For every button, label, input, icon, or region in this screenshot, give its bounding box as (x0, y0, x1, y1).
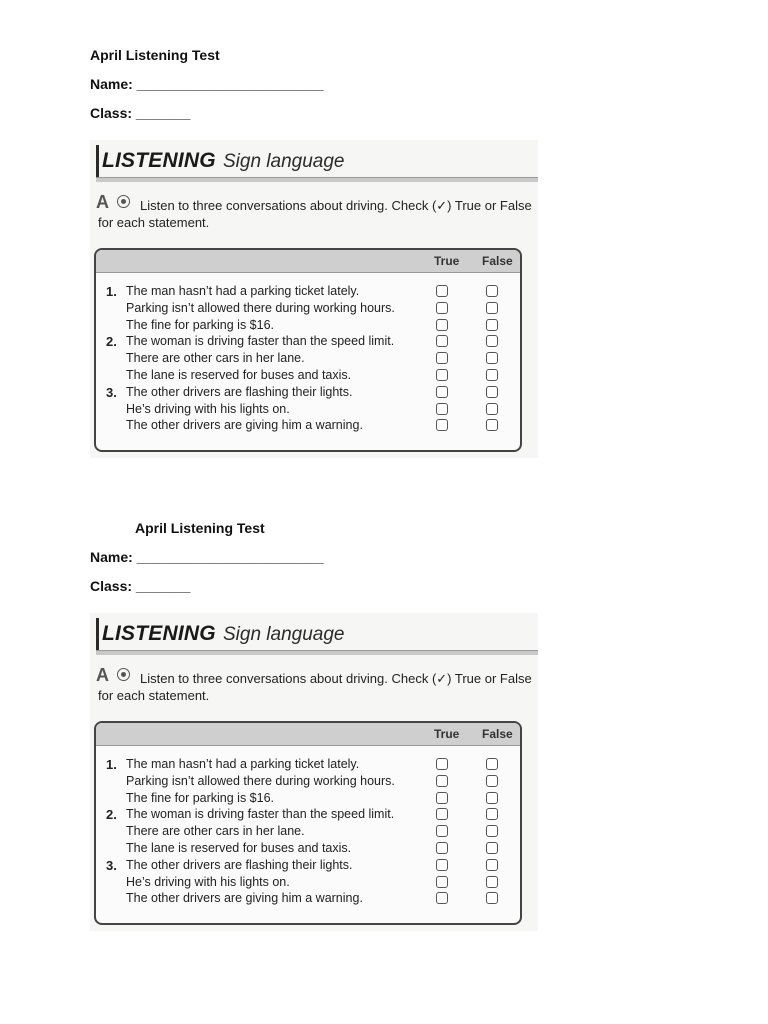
heading-rule (96, 177, 538, 182)
statement-row (96, 385, 520, 402)
true-checkbox[interactable] (436, 758, 448, 770)
test-title: April Listening Test (135, 520, 265, 536)
statement-text: The man hasn’t had a parking ticket lately. (126, 757, 360, 771)
heading-listening: LISTENING (102, 622, 216, 645)
true-checkbox[interactable] (436, 892, 448, 904)
true-false-table (94, 248, 522, 452)
column-false: False (482, 727, 513, 741)
statement-text: The other drivers are giving him a warning. (126, 418, 363, 433)
worksheet-scan (90, 140, 538, 458)
statement-text: Parking isn’t allowed there during working hours. (126, 773, 395, 788)
false-checkbox[interactable] (486, 285, 498, 297)
statement-row (96, 301, 520, 318)
worksheet-scan (90, 613, 538, 931)
true-checkbox[interactable] (436, 808, 448, 820)
statement-row (96, 791, 520, 808)
true-checkbox[interactable] (436, 859, 448, 871)
false-checkbox[interactable] (486, 419, 498, 431)
statement-text: The man hasn’t had a parking ticket lately. (126, 284, 360, 298)
statement-number: 1. (106, 757, 117, 772)
instructions (98, 670, 538, 704)
statement-row (96, 824, 520, 841)
false-checkbox[interactable] (486, 386, 498, 398)
table-header (96, 723, 520, 746)
true-checkbox[interactable] (436, 842, 448, 854)
statement-row (96, 858, 520, 875)
false-checkbox[interactable] (486, 403, 498, 415)
statement-row (96, 284, 520, 301)
instruction-line-1: Listen to three conversations about driving. Check (✓) True or False (140, 198, 532, 213)
false-checkbox[interactable] (486, 808, 498, 820)
true-checkbox[interactable] (436, 302, 448, 314)
statement-row (96, 334, 520, 351)
statement-row (96, 368, 520, 385)
statement-text: He’s driving with his lights on. (126, 874, 290, 889)
heading-sign-language: Sign language (223, 624, 345, 645)
name-line: Name: ________________________ (90, 549, 324, 565)
statement-text: The fine for parking is $16. (126, 317, 274, 332)
true-checkbox[interactable] (436, 876, 448, 888)
heading-listening: LISTENING (102, 149, 216, 172)
class-line: Class: _______ (90, 578, 191, 594)
instructions (98, 197, 538, 231)
statement-text: The other drivers are flashing their lights. (126, 384, 353, 399)
false-checkbox[interactable] (486, 319, 498, 331)
statement-text: The woman is driving faster than the speed limit. (126, 807, 395, 822)
true-checkbox[interactable] (436, 319, 448, 331)
false-checkbox[interactable] (486, 302, 498, 314)
statement-text: Parking isn’t allowed there during working hours. (126, 300, 395, 315)
statement-row (96, 891, 520, 908)
true-checkbox[interactable] (436, 335, 448, 347)
true-checkbox[interactable] (436, 369, 448, 381)
instruction-line-2: for each statement. (98, 688, 210, 703)
false-checkbox[interactable] (486, 352, 498, 364)
statement-text: The other drivers are flashing their lights. (126, 857, 353, 872)
statement-text: The other drivers are giving him a warning. (126, 891, 363, 906)
statement-number: 2. (106, 807, 117, 823)
section-letter: A (96, 192, 109, 212)
statement-number: 1. (106, 284, 117, 299)
statement-number: 3. (106, 384, 117, 400)
false-checkbox[interactable] (486, 775, 498, 787)
instruction-line-2: for each statement. (98, 215, 210, 230)
section-heading (96, 618, 539, 650)
statement-text: He’s driving with his lights on. (126, 401, 290, 416)
statement-text: There are other cars in her lane. (126, 351, 305, 366)
statement-row (96, 875, 520, 892)
heading-sign-language: Sign language (223, 151, 345, 172)
true-checkbox[interactable] (436, 386, 448, 398)
test-title: April Listening Test (90, 47, 220, 63)
table-header (96, 250, 520, 273)
false-checkbox[interactable] (486, 369, 498, 381)
true-checkbox[interactable] (436, 403, 448, 415)
statement-row (96, 418, 520, 435)
section-heading (96, 145, 539, 177)
true-checkbox[interactable] (436, 285, 448, 297)
false-checkbox[interactable] (486, 825, 498, 837)
false-checkbox[interactable] (486, 842, 498, 854)
statement-row (96, 841, 520, 858)
statement-row (96, 807, 520, 824)
true-checkbox[interactable] (436, 775, 448, 787)
column-true: True (434, 727, 460, 741)
column-false: False (482, 254, 513, 268)
instruction-line-1: Listen to three conversations about driving. Check (✓) True or False (140, 671, 532, 686)
false-checkbox[interactable] (486, 859, 498, 871)
false-checkbox[interactable] (486, 792, 498, 804)
statement-text: There are other cars in her lane. (126, 824, 305, 839)
true-checkbox[interactable] (436, 352, 448, 364)
worksheet-copy-1 (0, 0, 768, 473)
false-checkbox[interactable] (486, 876, 498, 888)
worksheet-copy-2 (0, 473, 768, 946)
statement-row (96, 351, 520, 368)
statement-text: The lane is reserved for buses and taxis. (126, 368, 352, 382)
statement-row (96, 402, 520, 419)
statement-text: The fine for parking is $16. (126, 790, 274, 805)
false-checkbox[interactable] (486, 335, 498, 347)
statement-number: 2. (106, 334, 117, 350)
heading-rule (96, 650, 538, 655)
true-checkbox[interactable] (436, 792, 448, 804)
statement-number: 3. (106, 857, 117, 873)
false-checkbox[interactable] (486, 892, 498, 904)
statement-text: The woman is driving faster than the speed limit. (126, 334, 395, 349)
class-line: Class: _______ (90, 105, 191, 121)
column-true: True (434, 254, 460, 268)
statement-text: The lane is reserved for buses and taxis. (126, 841, 352, 855)
name-line: Name: ________________________ (90, 76, 324, 92)
false-checkbox[interactable] (486, 758, 498, 770)
statement-row (96, 757, 520, 774)
statement-row (96, 774, 520, 791)
true-checkbox[interactable] (436, 825, 448, 837)
statement-row (96, 318, 520, 335)
section-letter: A (96, 665, 109, 685)
true-checkbox[interactable] (436, 419, 448, 431)
true-false-table (94, 721, 522, 925)
